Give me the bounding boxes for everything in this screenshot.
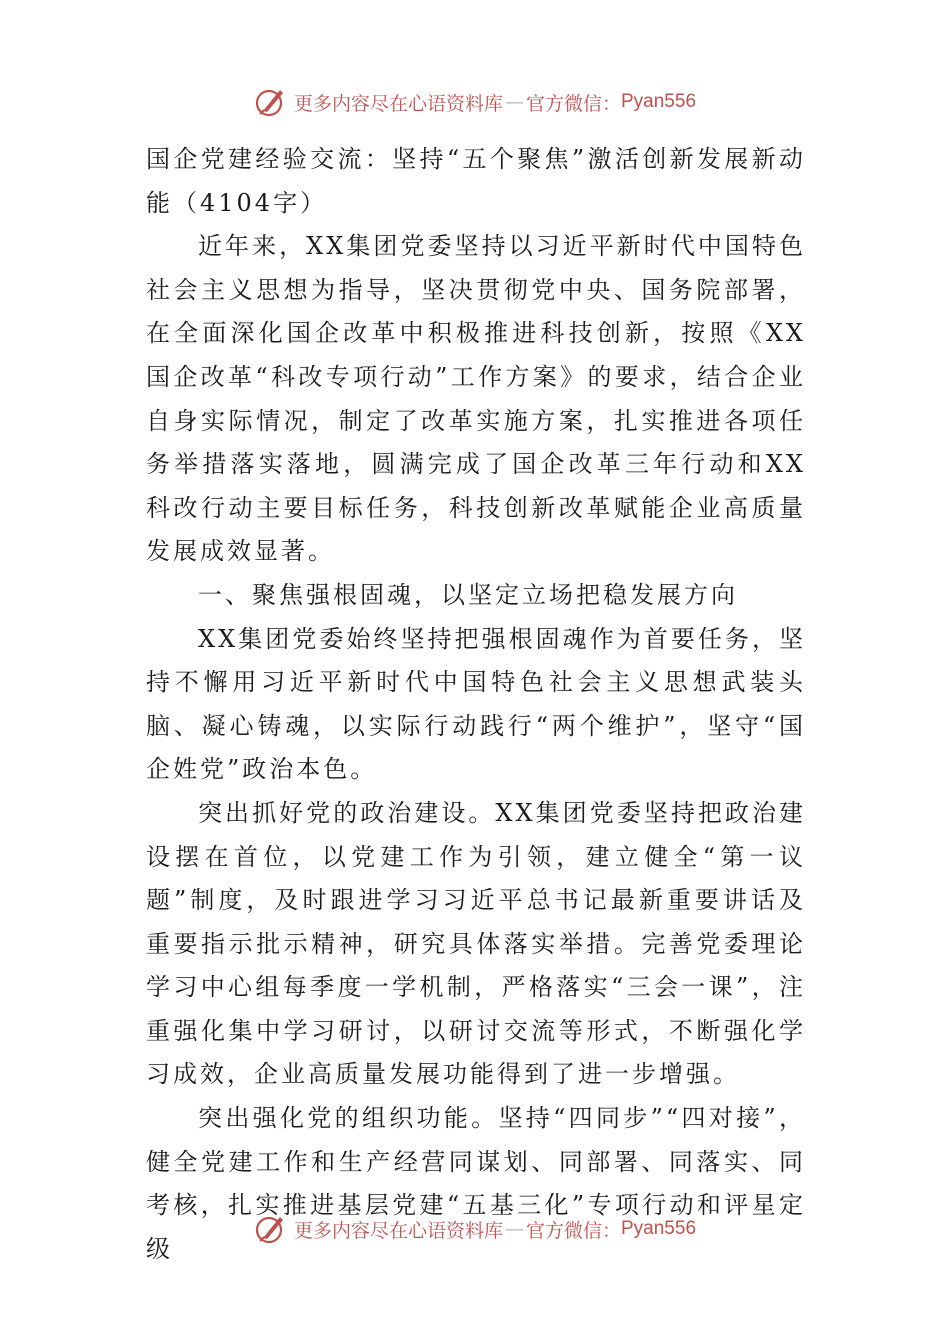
watermark-separator: —	[504, 91, 524, 113]
quill-logo-icon	[254, 85, 288, 119]
watermark-site-text: 更多内容尽在心语资料库	[293, 1219, 503, 1242]
document-body	[146, 138, 806, 1271]
paragraph-section-1: XX集团党委始终坚持把强根固魂作为首要任务，坚持不懈用习近平新时代中国特色社会主义思想武装头脑、凝心铸魂，以实际行动践行“两个维护”，坚守“国企姓党”政治本色。	[146, 624, 806, 784]
watermark-label: 官方微信：	[525, 92, 621, 115]
paragraph-organization-function: 突出强化党的组织功能。坚持“四同步”“四对接”，健全党建工作和生产经营同谋划、同部署、同落实、同考核，扎实推进基层党建“五基三化”专项行动和评星定级	[146, 1104, 806, 1263]
paragraph-intro: 近年来，XX集团党委坚持以习近平新时代中国特色社会主义思想为指导，坚决贯彻党中央、国务院部署，在全面深化国企改革中积极推进科技创新，按照《XX国企改革“科改专项行动”工作方案》的要求，结合企业自身实际情况，制定了改革实施方案，扎实推进各项任务举措落实落地，圆满完成了国企改革三年行动和XX科改行动主要目标任务，科技创新改革赋能企业高质量发展成效显著。	[146, 232, 806, 566]
watermark-label: 官方微信：	[525, 1219, 621, 1242]
document-title: 国企党建经验交流：坚持“五个聚焦”激活创新发展新动能（4104字）	[146, 145, 806, 217]
watermark-separator: —	[504, 1218, 524, 1240]
quill-logo-icon	[254, 1212, 288, 1246]
watermark-wechat-id: Pyan556	[621, 1218, 697, 1239]
section-heading-1: 一、聚焦强根固魂，以坚定立场把稳发展方向	[198, 580, 738, 609]
watermark-site-text: 更多内容尽在心语资料库	[293, 92, 503, 115]
footer-watermark	[0, 1209, 950, 1249]
paragraph-political-building: 突出抓好党的政治建设。XX集团党委坚持把政治建设摆在首位，以党建工作为引领，建立健全“第一议题”制度，及时跟进学习习近平总书记最新重要讲话及重要指示批示精神，研究具体落实举措。完善党委理论学习中心组每季度一学机制，严格落实“三会一课”，注重强化集中学习研讨，以研讨交流等形式，不断强化学习成效，企业高质量发展功能得到了进一步增强。	[146, 798, 806, 1089]
header-watermark	[0, 82, 950, 122]
watermark-wechat-id: Pyan556	[621, 91, 697, 112]
